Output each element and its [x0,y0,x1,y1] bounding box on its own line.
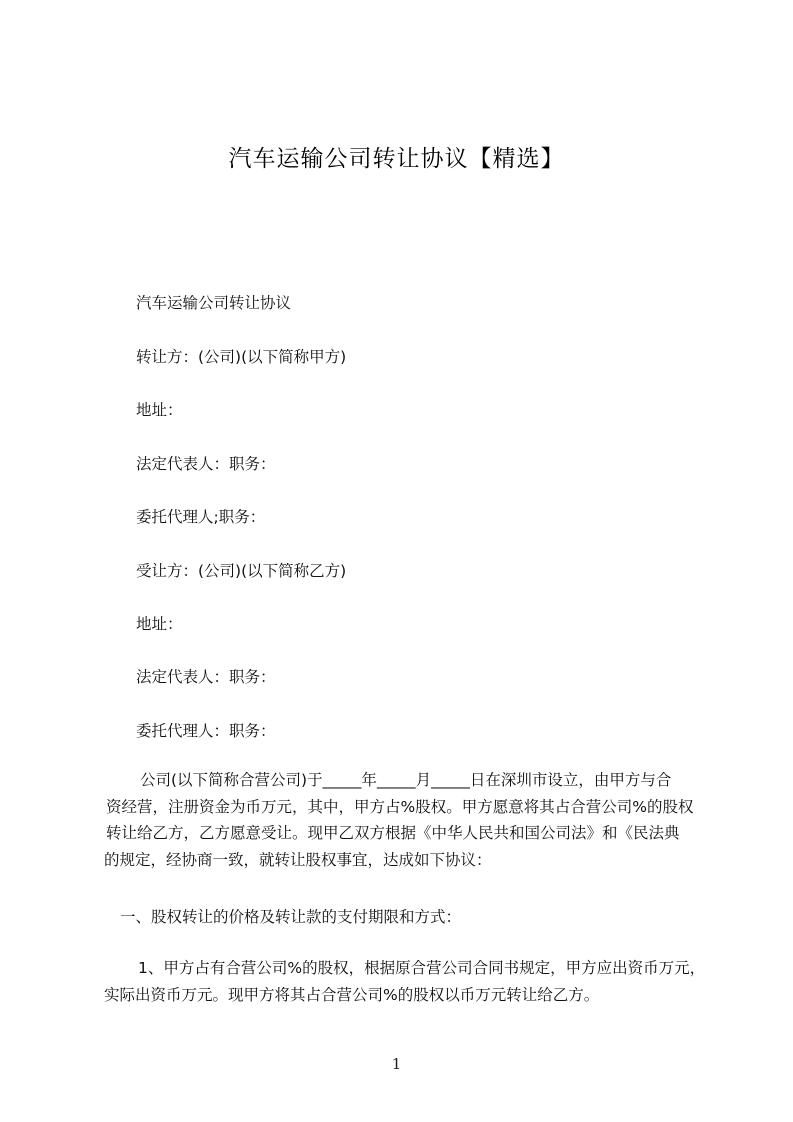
transferor-representative: 法定代表人：职务： [136,455,276,473]
agreement-heading: 汽车运输公司转让协议 [136,294,292,312]
transferee-representative: 法定代表人：职务： [136,668,276,686]
transferor-line: 转让方：(公司)(以下简称甲方) [136,348,347,366]
clause-line: 实际出资币万元。现甲方将其占合营公司%的股权以币万元转让给乙方。 [104,985,600,1004]
transferee-agent: 委托代理人：职务： [136,722,276,740]
transferor-agent: 委托代理人;职务： [136,508,266,526]
section-1-heading: 一、股权转让的价格及转让款的支付期限和方式： [120,908,462,926]
document-title: 汽车运输公司转让协议【精选】 [228,146,565,172]
transferee-address: 地址： [136,615,183,633]
clause-line: 1、甲方占有合营公司%的股权，根据原合营公司合同书规定，甲方应出资币万元， [138,959,706,977]
intro-line: 的规定，经协商一致，就转让股权事宜，达成如下协议： [104,850,492,869]
page-number: 1 [391,1055,402,1073]
intro-line: 公司(以下简称合营公司)于_____年_____月_____日在深圳市设立，由甲方与合 [140,771,672,789]
intro-line: 资经营，注册资金为币万元，其中，甲方占%股权。甲方愿意将其占合营公司%的股权 [106,797,694,816]
transferor-address: 地址： [136,401,183,419]
transferee-line: 受让方：(公司)(以下简称乙方) [136,562,347,580]
intro-paragraph [106,767,696,873]
clause-1-paragraph [104,955,706,1008]
intro-line: 转让给乙方，乙方愿意受让。现甲乙双方根据《中华人民共和国公司法》和《民法典 [106,824,680,842]
